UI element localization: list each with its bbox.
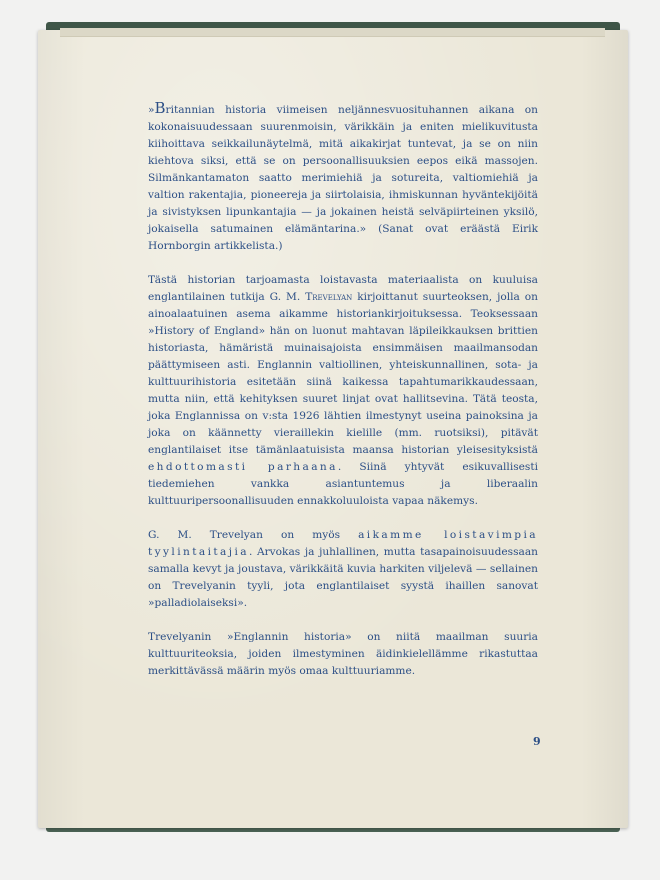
paragraph-1-text: ritannian historia viimeisen neljännesvuosituhannen aikana on kokonaisuudessaan suurenmoisin, värikkäin ja eniten mielikuvitusta kiihoittava seikkailunäytelmä, mitä aikakirjat tuntevat, ja se on niin kiehtova siksi, että se on persoonallisuuksien eepos eikä massojen. Silmänkantamaton saatto merimiehiä ja sotureita, valtiomiehiä ja valtion rakentajia, pioneereja ja siirtolaisia, ihmiskunnan hyväntekijöitä ja sivistyksen lipunkantajia — ja jokainen heistä selväpiirteinen yksilö, jokaisella satumainen elämäntarina.» (Sanat ovat eräästä Eirik Hornborgin artikkelista.) <box>148 104 538 252</box>
paragraph-3-text-b: . Arvokas ja juhlallinen, mutta tasapainoisuudessaan samalla kevyt ja joustava, värikkäitä kuvia harkiten viljelevä — sellainen on Trevelyanin tyyli, jota englantilaiset syystä ihaillen sanovat »palladiolaiseksi». <box>148 546 538 609</box>
paragraph-2 <box>148 272 538 510</box>
paragraph-2-text-b: kirjoittanut suurteoksen, jolla on ainoalaatuinen asema aikamme historiankirjoituksessa. Teoksessaan »History of England» hän on luonut mahtavan läpileikkauksen brittien historiasta, hämäristä muinaisajoista ensimmäisen maailmansodan päättymiseen asti. Englannin valtiollinen, yhteiskunnallinen, sota- ja kulttuurihistoria esitetään siinä kaikessa tapahtumarikkaudessaan, mutta niin, että kehityksen suuret linjat ovat hallitsevina. Tätä teosta, joka Englannissa on v:sta 1926 lähtien ilmestynyt useina painoksina ja joka on käännetty vieraillekin kielille (mm. ruotsiksi), pitävät englantilaiset itse tämänlaatuisista maansa historian yleisesityksistä <box>148 291 538 456</box>
emphasis-phrase: aikamme loistavimpia tyylintaitajia <box>148 529 538 558</box>
page-number: 9 <box>533 735 541 748</box>
paragraph-4 <box>148 629 538 680</box>
paragraph-3-text-a: G. M. Trevelyan on myös <box>148 529 359 541</box>
open-quote: » <box>148 104 155 116</box>
paragraph-2-text-c: . Siinä yhtyvät esikuvallisesti tiedemiehen vankka asiantuntemus ja liberaalin kulttuuripersoonallisuuden ennakkoluuloista vapaa näkemys. <box>148 461 538 507</box>
blurb-text <box>148 100 538 697</box>
author-name: G. M. Trevelyan <box>269 291 353 303</box>
paragraph-1 <box>148 100 538 255</box>
paragraph-3 <box>148 527 538 612</box>
emphasis-phrase: ehdottomasti parhaana <box>148 461 338 473</box>
jacket-fold <box>60 28 605 37</box>
paragraph-4-text: Trevelyanin »Englannin historia» on niitä maailman suuria kulttuuriteoksia, joiden ilmestyminen äidinkielellämme rikastuttaa merkittävässä määrin myös omaa kulttuuriamme. <box>148 631 538 677</box>
drop-initial: B <box>154 99 166 117</box>
paragraph-2-text-a: Tästä historian tarjoamasta loistavasta materiaalista on kuuluisa englantilainen tutkija <box>148 274 538 303</box>
